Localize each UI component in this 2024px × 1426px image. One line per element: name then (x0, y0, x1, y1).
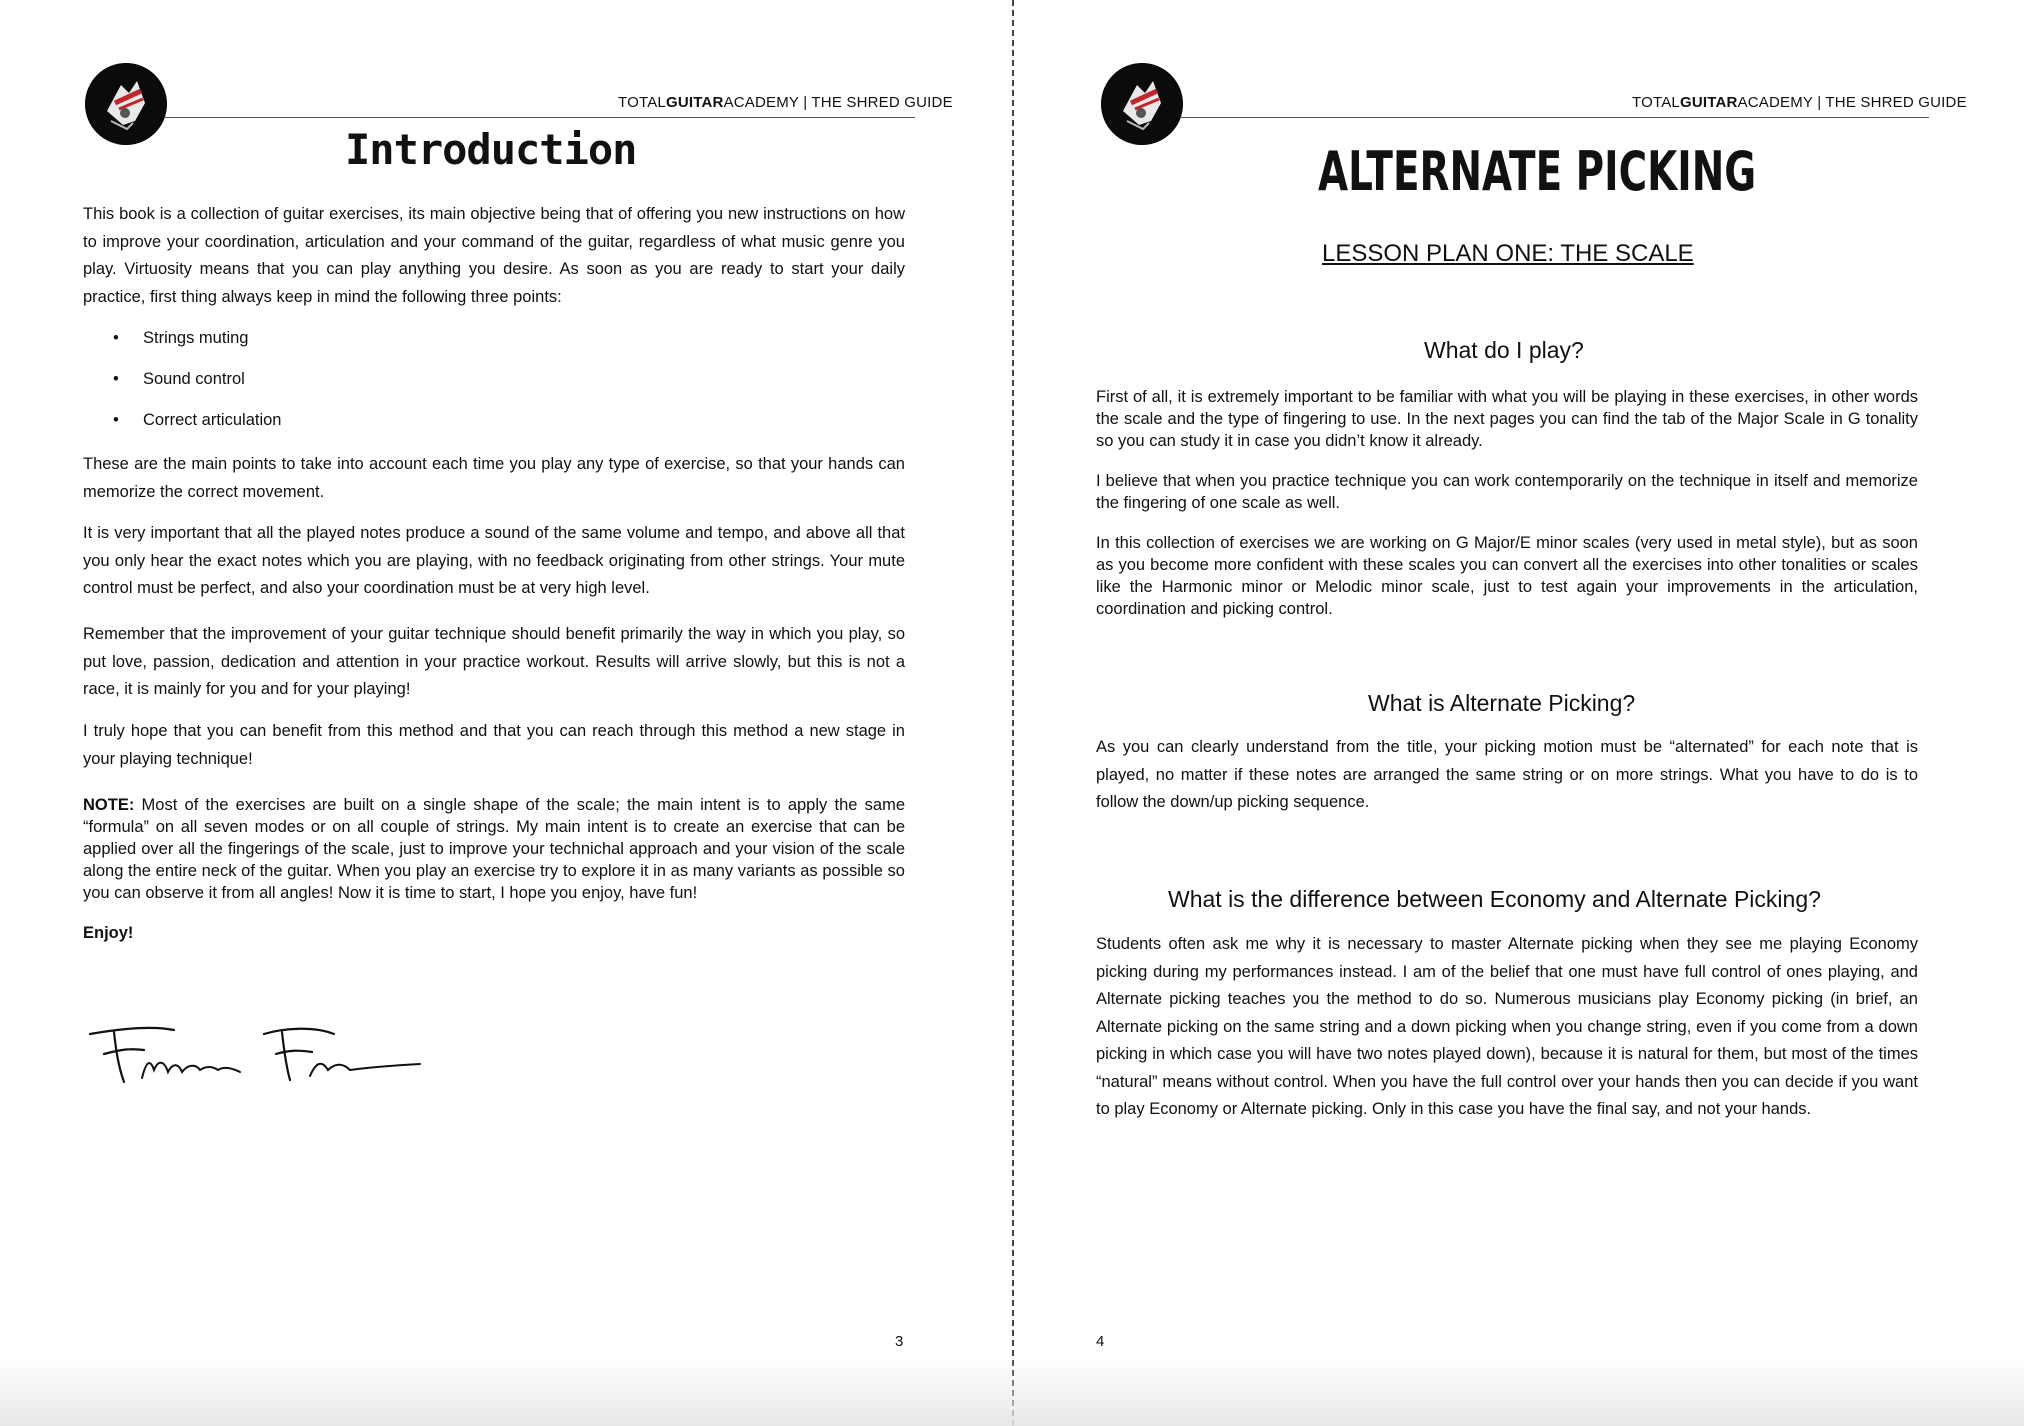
bottom-shadow (0, 1356, 2024, 1426)
paragraph: First of all, it is extremely important to be familiar with what you will be playing in these exercises, in other words the scale and the type of fingering to use. In the next pages you can find the tab of the Major Scale in G tonality so you can study it in case you didn’t know it already. (1096, 388, 1918, 450)
paragraph: I truly hope that you can benefit from this method and that you can reach through this method a new stage in your playing technique! (83, 722, 905, 768)
paragraph: Remember that the improvement of your guitar technique should benefit primarily the way in which you play, so put love, passion, dedication and attention in your practice workout. Results will arrive slowly, but this is not a race, it is mainly for you and for your playing! (83, 625, 905, 698)
academy-logo (1101, 63, 1183, 145)
list-item: • Correct articulation (113, 411, 282, 429)
intro-paragraph: This book is a collection of guitar exercises, its main objective being that of offering you new instructions on how to improve your coordination, articulation and your command of the guitar, regardless of what music genre you play. Virtuosity means that you can play anything you desire. As soon as you are ready to start your daily practice, first thing always keep in mind the following three points: (83, 205, 905, 306)
page-title: Introduction (345, 125, 637, 174)
paragraph: Students often ask me why it is necessary to master Alternate picking when they see me playing Economy picking during my performances instead. I am of the belief that one must have full control of ones playing, and Alternate picking teaches you the method to do so. Numerous musicians play Economy picking (in brief, an Alternate picking on the same string and a down picking when you change string, even if you come from a down picking in which case you will have two notes played down), because it is natural for them, but most of the times “natural” means without control. When you have the full control over your hands then you can decide if you want to play Economy or Alternate picking. Only in this case you have the final say, and not your hands. (1096, 935, 1918, 1118)
list-item: • Sound control (113, 370, 245, 388)
academy-logo (85, 63, 167, 145)
section-heading: What is the difference between Economy and Alternate Picking? (1168, 886, 1821, 912)
paragraph: These are the main points to take into account each time you play any type of exercise, so that your hands can memorize the correct movement. (83, 455, 905, 501)
header-rule (165, 117, 915, 118)
page-title: ALTERNATE PICKING (1318, 140, 1757, 203)
key-points-list (83, 329, 683, 452)
header-brand: TOTALGUITARACADEMY | THE SHRED GUIDE (618, 94, 953, 111)
page-number: 3 (895, 1333, 904, 1350)
paragraph: As you can clearly understand from the title, your picking motion must be “alternated” for each note that is played, no matter if these notes are arranged the same string or on more strings. What you have to do is to follow the down/up picking sequence. (1096, 738, 1918, 811)
paragraph: In this collection of exercises we are working on G Major/E minor scales (very used in metal style), but as soon as you become more confident with these scales you can convert all the exercises into other tonalities or scales like the Harmonic minor or Melodic minor scale, just to test again your improvements in the articulation, coordination and picking control. (1096, 534, 1918, 618)
signature (84, 1020, 424, 1090)
lesson-heading: LESSON PLAN ONE: THE SCALE (1322, 240, 1694, 267)
paragraph: It is very important that all the played notes produce a sound of the same volume and tempo, and above all that you only hear the exact notes which you are playing, with no feedback originating from other strings. Your mute control must be perfect, and also your coordination must be at very high level. (83, 524, 905, 597)
closing-text: Enjoy! (83, 924, 134, 942)
header-rule (1181, 117, 1929, 118)
page-number: 4 (1096, 1333, 1105, 1350)
header-brand: TOTALGUITARACADEMY | THE SHRED GUIDE (1632, 94, 1967, 111)
list-item: • Strings muting (113, 329, 249, 347)
right-page (1014, 0, 2024, 1426)
note-paragraph: NOTE: Most of the exercises are built on a single shape of the scale; the main intent is to apply the same “formula” on all seven modes or on all couple of strings. My main intent is to create an exercise that can be applied over all the fingerings of the scale, just to improve your technichal approach and your vision of the scale along the entire neck of the guitar. When you play an exercise try to explore it in as many variants as possible so you can observe it from all angles! Now it is time to start, I hope you enjoy, have fun! (83, 796, 905, 902)
paragraph: I believe that when you practice technique you can work contemporarily on the technique in itself and memorize the fingering of one scale as well. (1096, 472, 1918, 512)
section-heading: What do I play? (1424, 337, 1584, 363)
section-heading: What is Alternate Picking? (1368, 690, 1636, 716)
